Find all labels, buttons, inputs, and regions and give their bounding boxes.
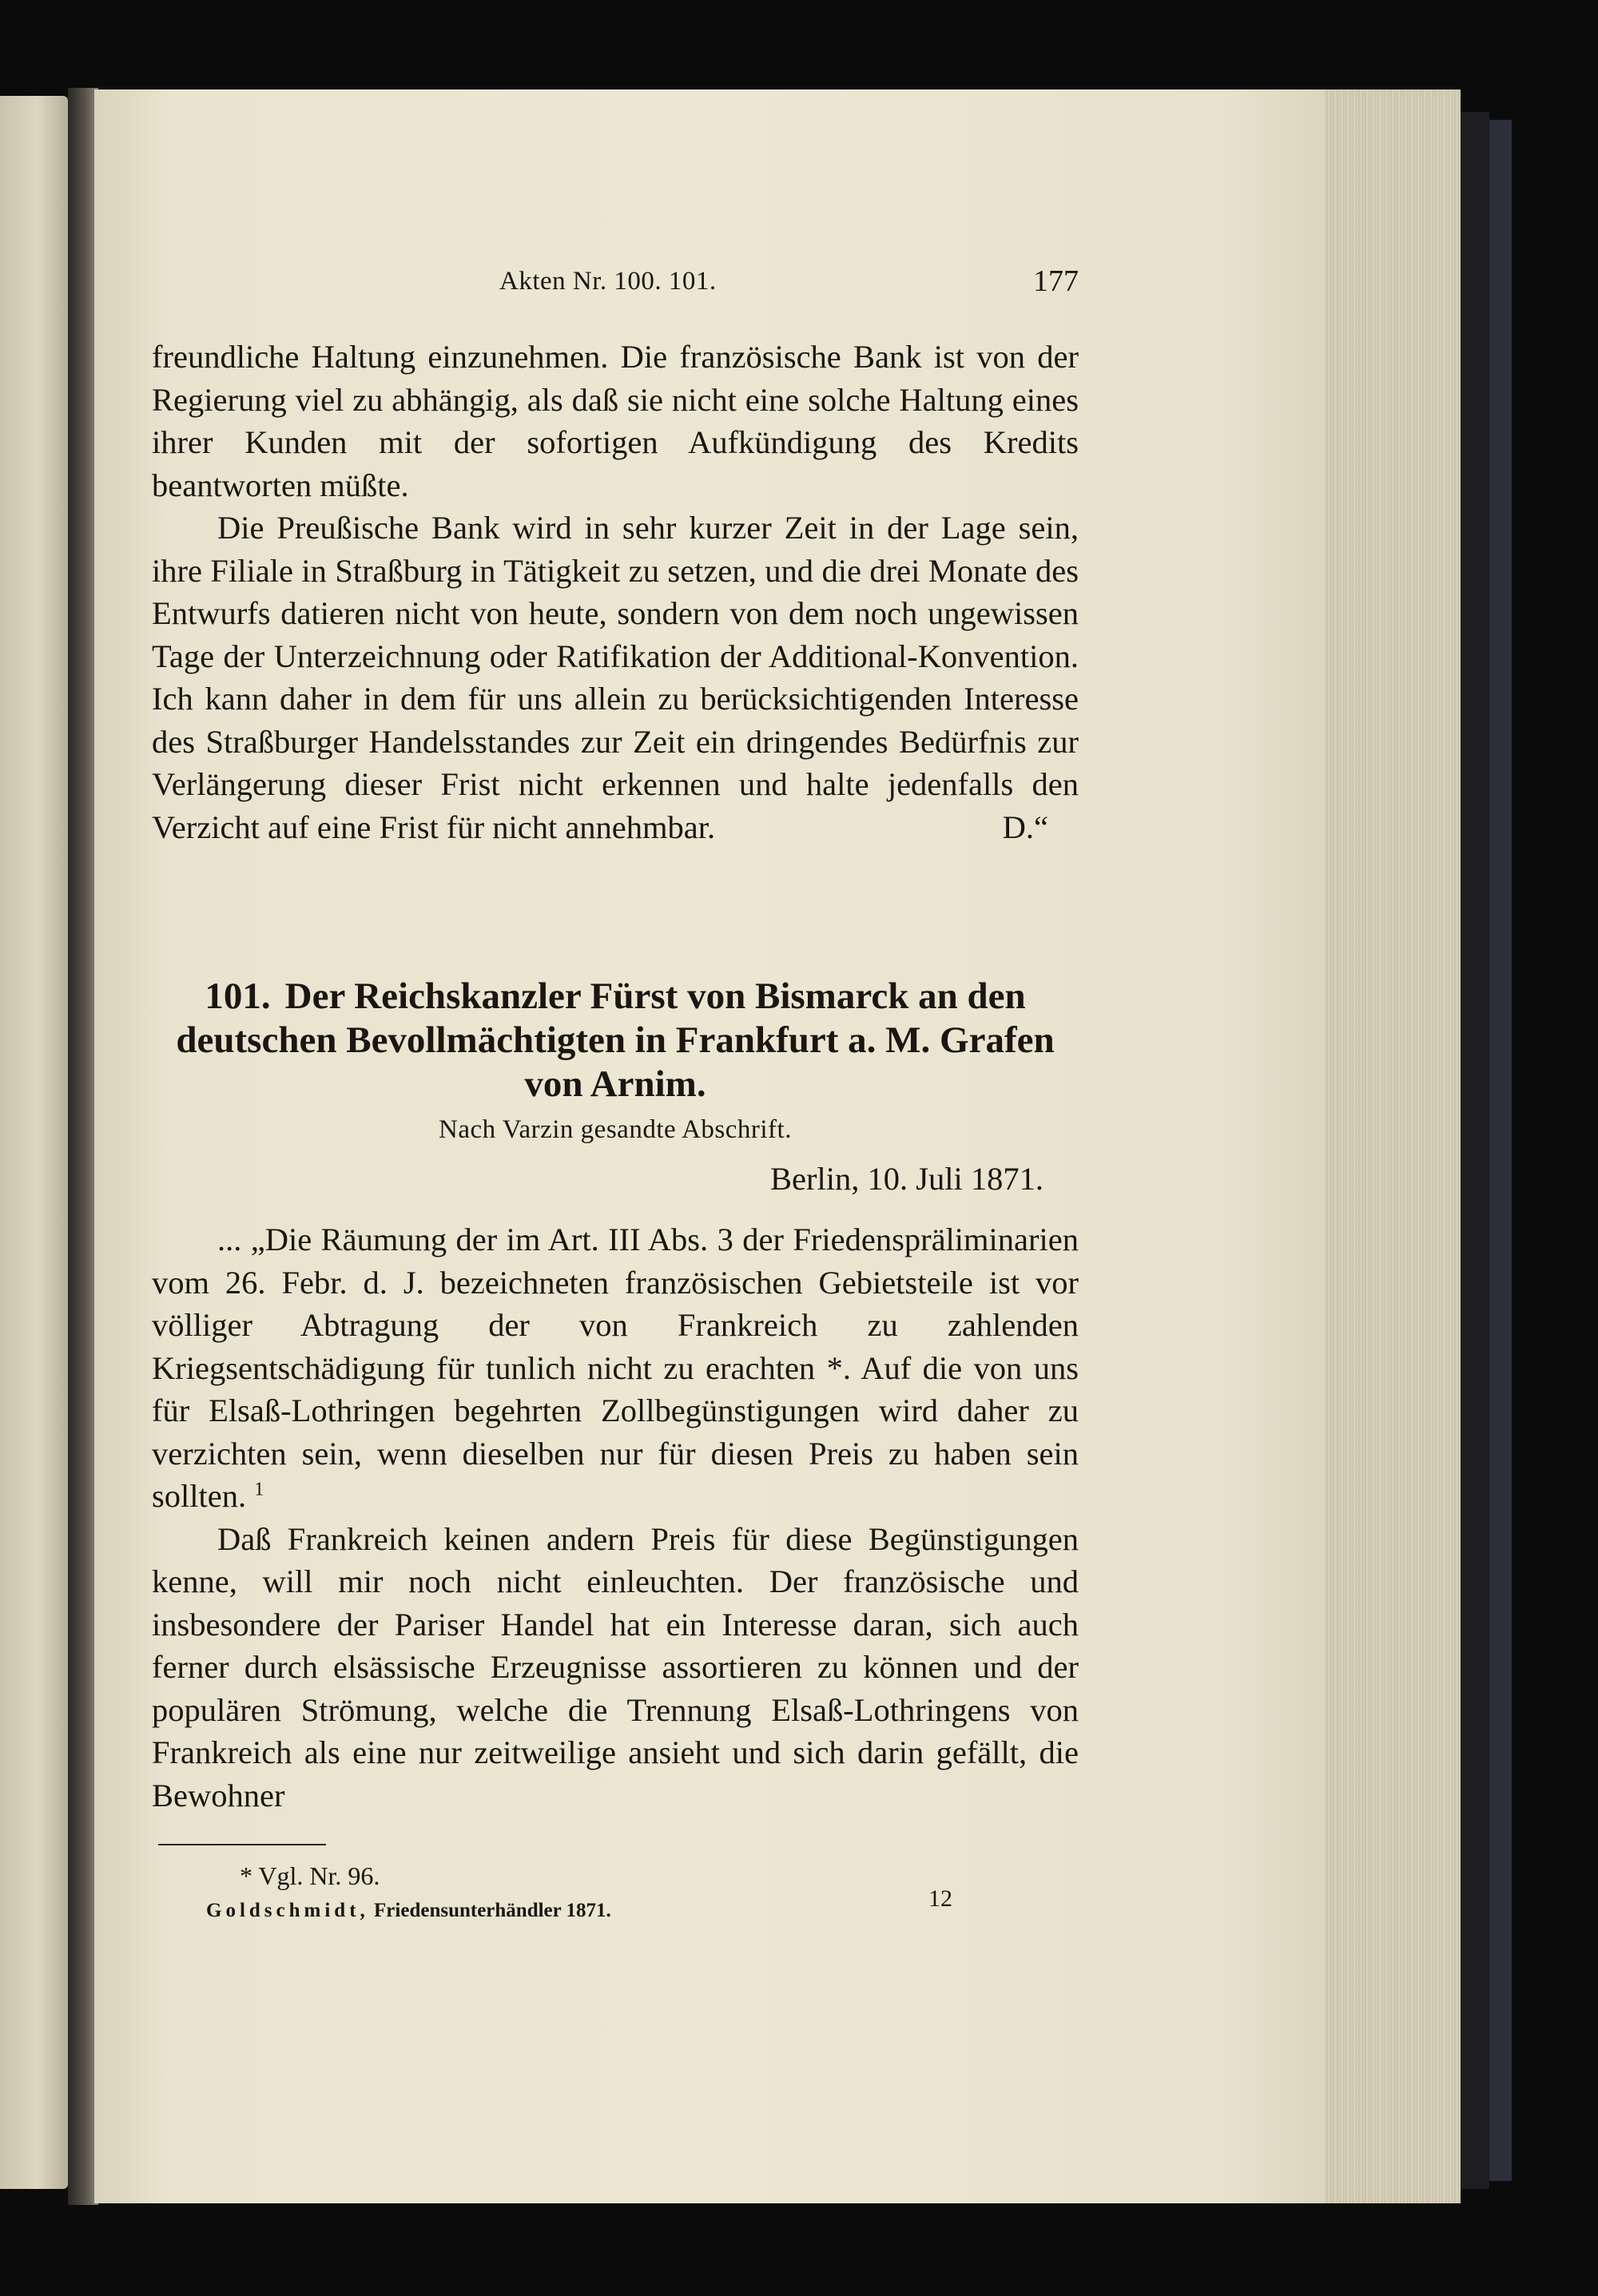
document-heading: [152, 975, 1079, 1106]
footnote: * Vgl. Nr. 96.: [240, 1861, 380, 1890]
continued-text-block: [152, 336, 1079, 848]
paragraph-text: Die Preußische Bank wird in sehr kurzer Zeit in der Lage sein, ihre Filiale in Straßburg in Tätigkeit zu setzen, und die drei Monate des Entwurfs datieren nicht von heute, sondern von dem noch ungewissen Tage der Unterzeichnung oder Ratifikation der Additional-Konvention. Ich kann daher in dem für uns allein zu berücksichtigenden Interesse des Straßburger Handelsstandes zur Zeit ein dringendes Bedürfnis zur Verlängerung dieser Frist nicht erkennen und halte jedenfalls den Verzicht auf eine Frist für nicht annehmbar.: [152, 510, 1079, 845]
paragraph: [152, 506, 1079, 848]
paragraph-text: ... „Die Räumung der im Art. III Abs. 3 der Friedenspräliminarien vom 26. Febr. d. J. bezeichneten französischen Gebietsteile ist vor völliger Abtragung der von Frankreich zu zahlenden Kriegsentschädigung für tunlich nicht zu erachten *. Auf die von uns für Elsaß-Lothringen begehrten Zollbegünstigungen wird daher zu verzichten sein, wenn dieselben nur für diesen Preis zu haben sein sollten.: [152, 1221, 1079, 1514]
page-number: 177: [1033, 264, 1079, 298]
running-head-title: Akten Nr. 100. 101.: [499, 267, 717, 296]
imprint-title: Friedensunterhändler 1871.: [374, 1900, 611, 1921]
signoff-initial: D.“: [1002, 808, 1048, 845]
signature-imprint: [206, 1900, 611, 1922]
dateline: Berlin, 10. Juli 1871.: [770, 1161, 1043, 1197]
paragraph: [152, 1218, 1079, 1518]
facing-page-edge: [0, 96, 68, 2189]
signature-mark: 12: [928, 1885, 952, 1912]
document-text-block: [152, 1218, 1079, 1817]
running-head: [152, 264, 1079, 302]
page-block-edges: [1325, 89, 1461, 2203]
book-cover-edge: [1489, 120, 1512, 2181]
document-number: 101.: [205, 975, 271, 1017]
document-title: Der Reichskanzler Fürst von Bismarck an den deutschen Bevollmächtigten in Frankfurt a. M. Grafen von Arnim.: [176, 975, 1055, 1105]
page-edge-shadow: [1461, 112, 1489, 2189]
imprint-author: Goldschmidt,: [206, 1900, 369, 1921]
source-note: Nach Varzin gesandte Abschrift.: [439, 1115, 792, 1144]
paragraph: Daß Frankreich keinen andern Preis für diese Begünstigungen kenne, will mir noch nicht einleuchten. Der französische und insbesondere der Pariser Handel hat ein Interesse daran, sich auch ferner durch elsässische Erzeugnisse assortieren zu können und der populären Strömung, welche die Trennung Elsaß-Lothringens von Frankreich als eine nur zeitweilige ansieht und sich darin gefällt, die Bewohner: [152, 1520, 1079, 1813]
note-reference: 1: [254, 1479, 264, 1500]
footnote-rule: [158, 1844, 326, 1845]
paragraph: freundliche Haltung einzunehmen. Die französische Bank ist von der Regierung viel zu abhängig, als daß sie nicht eine solche Haltung eines ihrer Kunden mit der sofortigen Aufkündigung des Kredits beantworten müßte.: [152, 339, 1079, 503]
